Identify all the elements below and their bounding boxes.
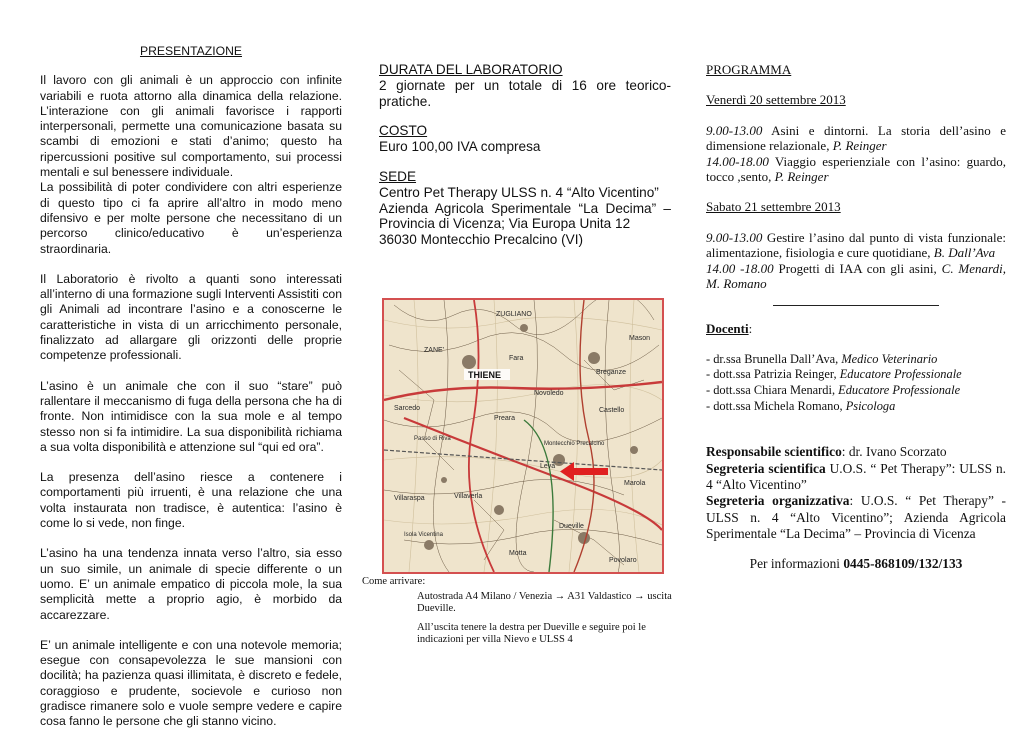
program-item: 9.00-13.00 Gestire l’asino dal punto di vista funzionale: alimentazione, fisiologia e cure quotidiane, B. Dall’Ava: [706, 229, 1006, 261]
scientific-lead: Responsabile scientifico: dr. Ivano Scorzato: [706, 444, 947, 460]
day2-title: Sabato 21 settembre 2013: [706, 199, 841, 215]
map-label: Castello: [599, 407, 625, 414]
program-title: PROGRAMMA: [706, 62, 792, 77]
map-label: Villaverla: [454, 493, 483, 500]
map-label: Sarcedo: [394, 405, 421, 412]
program-item: 9.00-13.00 Asini e dintorni. La storia dell’asino e dimensione relazionale, P. Reinger: [706, 122, 1006, 154]
map-label: Montecchio Precalcino: [544, 441, 605, 447]
directions-route: Autostrada A4 Milano / Venezia → A31 Valdastico → uscita Dueville.: [417, 590, 672, 614]
teachers-title: Docenti:: [706, 321, 753, 337]
map-label: Marola: [624, 480, 646, 487]
map-label: Isola Vicentina: [404, 532, 443, 538]
teacher-item: - dr.ssa Brunella Dall’Ava, Medico Veterinario: [706, 351, 938, 366]
duration-text: 2 giornate per un totale di 16 ore teorico-pratiche.: [379, 77, 671, 109]
map-label: Motta: [509, 550, 527, 557]
map-label: ZUGLIANO: [496, 311, 532, 318]
presentation-paragraph: La presenza dell’asino riesce a contenere i comportamenti più irruenti, è una relazione che una volta instaurata non tradisce, è autentica: l’asino è come lo si vede, non finge.: [40, 470, 342, 531]
venue-line: Azienda Agricola Sperimentale “La Decima” – Provincia di Vicenza; Via Europa Unita 12: [379, 200, 671, 232]
responsibles: [706, 444, 1006, 542]
map-label: Dueville: [559, 523, 584, 530]
venue-section: [379, 169, 671, 248]
presentation-title: PRESENTAZIONE: [139, 44, 243, 58]
cost-section: [379, 123, 671, 155]
teacher-item: - dott.ssa Patrizia Reinger, Educatore Professionale: [706, 367, 962, 382]
map-label: Fara: [509, 355, 524, 362]
duration-section: [379, 62, 671, 109]
duration-title: DURATA DEL LABORATORIO: [379, 62, 563, 77]
presentation-paragraph: Il Laboratorio è rivolto a quanti sono interessati all’interno di una formazione sugli Interventi Assistiti con gli Animali ad incontrare l’asino e a conoscerne le caratteristiche in vista di un arricchimento personale, finalizzato ad allargare gli orizzonti delle proprie competenze professionali.: [40, 271, 342, 363]
directions-title: Come arrivare:: [362, 576, 426, 587]
map-label: Povolaro: [609, 557, 637, 564]
map-image: [384, 300, 662, 572]
day1-title: Venerdì 20 settembre 2013: [706, 92, 846, 108]
map-label: Mason: [629, 335, 651, 342]
presentation-paragraph: L’asino è un animale che con il suo “stare” può rallentare il meccanismo di fuga della persona che ha di fronte. Non intimidisce con la sua mole e al tempo stesso non si fa intimidire. La sua disponibilità richiama a sua volta disponibilità e attenzione sul “qui ed ora”.: [40, 378, 342, 454]
map-label: Villaraspa: [394, 495, 425, 502]
contact-info: Per informazioni 0445-868109/132/133: [749, 555, 963, 571]
cost-text: Euro 100,00 IVA compresa: [379, 139, 541, 155]
map-label: Levà: [540, 463, 556, 470]
phone-number: 0445-868109/132/133: [843, 555, 963, 571]
presentation-paragraph: Il lavoro con gli animali è un approccio con infinite variabili e ruota attorno alla dinamica della relazione. L’interazione con gli animali favorisce i rapporti interpersonali, permette una comunicazione basata su scambi di emozioni e stati d’animo; questo ha ripercussioni positive sul comportamento, sui processi mentali e sul benessere individuale.: [40, 73, 342, 180]
program-item: 14.00 -18.00 Progetti di IAA con gli asini, C. Menardi, M. Romano: [706, 260, 1006, 292]
directions-text: All’uscita tenere la destra per Dueville e seguire poi le indicazioni per villa Nievo e ULSS 4: [417, 621, 646, 645]
teacher-list: [706, 352, 1006, 414]
scientific-secretariat: Segreteria scientifica U.O.S. “ Pet Therapy”: ULSS n. 4 “Alto Vicentino”: [706, 460, 1007, 493]
presentation-column: [40, 44, 342, 745]
teacher-item: - dott.ssa Chiara Menardi, Educatore Professionale: [706, 383, 961, 398]
venue-line: Centro Pet Therapy ULSS n. 4 “Alto Vicentino”: [379, 184, 659, 200]
map-label: Breganze: [596, 369, 626, 376]
map-label: Passo di Riva: [414, 436, 451, 442]
venue-title: SEDE: [379, 168, 417, 184]
venue-line: 36030 Montecchio Precalcino (VI): [379, 232, 584, 248]
cost-title: COSTO: [379, 123, 428, 139]
map-label: ZANE': [424, 347, 445, 354]
map-label: Preara: [494, 415, 516, 422]
program-column: [706, 62, 1006, 571]
presentation-paragraph: La possibilità di poter condividere con altri esperienze di questo tipo ci fa aprire all’altro in modo meno difensivo e per molte persone che necessitano di un percorso clinico/educativo è un’esperienza straordinaria.: [40, 180, 342, 256]
presentation-paragraph: E’ un animale intelligente e con una notevole memoria; esegue con consapevolezza le sue mansioni con docilità; ha pazienza quasi illimitata, è discreto e fedele, coraggioso e prudente, socievole e curioso non gradisce rimanere solo e vuole sempre vedere e capire cosa fanno le persone che gli stanno vicino.: [40, 637, 342, 729]
info-column: [379, 62, 671, 262]
presentation-paragraph: L’asino ha una tendenza innata verso l’altro, sia esso un suo simile, un animale di specie differente o un uomo. E’ un animale empatico di piccola mole, la sua semplicità mette a proprio agio, è morbido da accarezzare.: [40, 546, 342, 622]
directions-caption: [362, 576, 682, 653]
program-item: 14.00-18.00 Viaggio esperienziale con l’asino: guardo, tocco ,sento, P. Reinger: [706, 153, 1006, 185]
map-label-thiene: THIENE: [468, 370, 502, 380]
organizational-secretariat: Segreteria organizzativa: U.O.S. “ Pet Therapy” - ULSS n. 4 “Alto Vicentino”; Azienda Agricola Sperimentale “La Decima” – Provincia di Vicenza: [706, 493, 1006, 542]
teacher-item: - dott.ssa Michela Romano, Psicologa: [706, 398, 896, 413]
location-map: [382, 298, 664, 574]
map-label: Novoledo: [534, 390, 564, 397]
